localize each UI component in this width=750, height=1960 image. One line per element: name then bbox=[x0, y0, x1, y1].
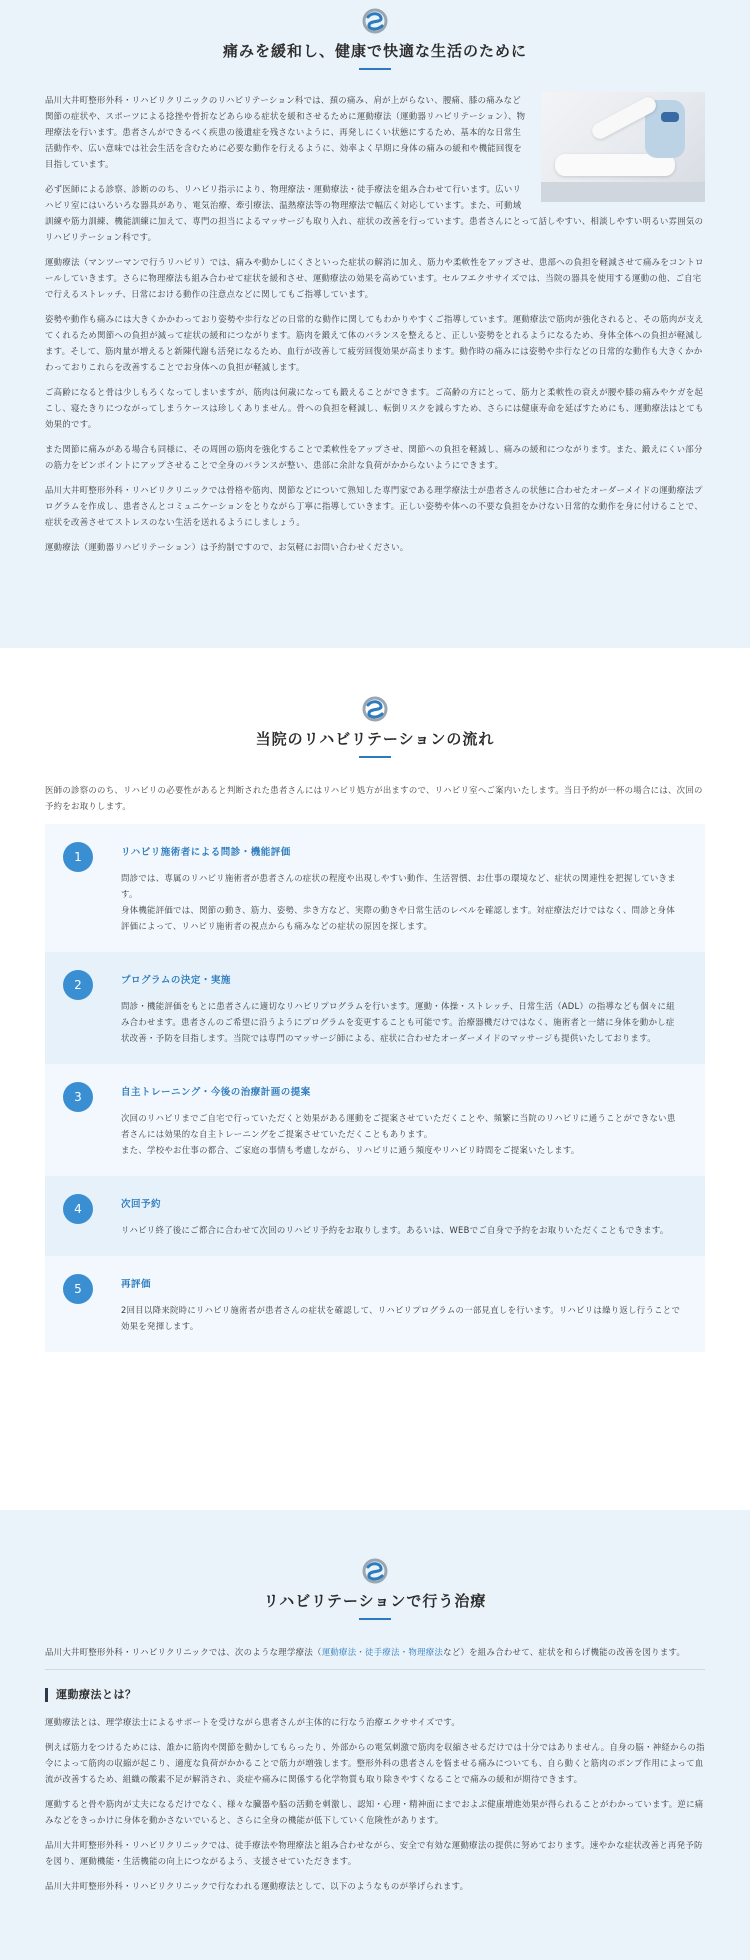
intro-paragraph: 運動療法（運動器リハビリテーション）は予約制ですので、お気軽にお問い合わせください。 bbox=[45, 542, 409, 552]
step-text: 2回目以降来院時にリハビリ施術者が患者さんの症状を確認して、リハビリプログラムの一部見直しを行います。リハビリは繰り返し行うことで効果を発揮します。 bbox=[121, 1305, 681, 1331]
flow-step bbox=[45, 1064, 705, 1176]
step-text: 身体機能評価では、関節の動き、筋力、姿勢、歩き方など、実際の動きや日常生活のレベルを確認します。対症療法だけではなく、問診と身体評価によって、リハビリ施術者の視点からも痛みなどの症状の原因を探します。 bbox=[121, 905, 676, 931]
step-text: また、学校やお仕事の都合、ご家庭の事情も考慮しながら、リハビリに通う頻度やリハビリ時間をご提案いたします。 bbox=[121, 1145, 580, 1155]
divider bbox=[45, 1669, 705, 1670]
treatment-lead bbox=[45, 1644, 705, 1660]
treatment-paragraph: 例えば筋力をつけるためには、誰かに筋肉や関節を動かしてもらったり、外部からの電気刺激で筋肉を収縮させるだけでは十分ではありません。自身の脳・神経からの指令によって筋肉の収縮が起こり、適度な負荷がかかることで筋力が増強します。整形外科の患者さんを悩ませる痛みについても、自ら動くと筋肉のポンプ作用によって血流が改善するため、組織の酸素不足が解消され、炎症や痛みに関係する化学物質も取り除きやすくなることで痛みの緩和が期待できます。 bbox=[45, 1742, 705, 1784]
step-title: 次回予約 bbox=[121, 1199, 162, 1210]
subheading-exercise-therapy: 運動療法とは？ bbox=[45, 1688, 705, 1702]
clinic-logo-icon bbox=[362, 8, 388, 34]
clinic-logo-icon bbox=[362, 696, 388, 722]
step-number-badge: 4 bbox=[63, 1194, 93, 1224]
intro-paragraph: 品川大井町整形外科・リハビリクリニックのリハビリテーション科では、頚の痛み、肩が上がらない、腰痛、膝の痛みなど関節の症状や、スポーツによる捻挫や骨折などあらゆる症状を緩和させるために運動療法（運動器リハビリテーション）、物理療法を行います。患者さんができるべく疾患の後遺症を残さないように、再発しにくい状態にするため、基本的な日常生活動作や、広い意味では社会生活を含むために必要な動作を行えるように、効率よく早期に身体の痛みの緩和や機能回復を目指しています。 bbox=[45, 95, 526, 169]
section-treatment bbox=[0, 1510, 750, 1960]
flow-step bbox=[45, 824, 705, 952]
step-number-badge: 1 bbox=[63, 842, 93, 872]
intro-paragraph: 必ず医師による診察、診断ののち、リハビリ指示により、物理療法・運動療法・徒手療法を組み合わせて行います。広いリハビリ室にはいろいろな器具があり、電気治療、牽引療法、温熱療法等の物理療法で幅広く対応しています。また、可動域訓練や筋力訓練、機能訓練に加えて、専門の担当によるマッサージも取り入れ、症状の改善を行っています。患者さんにとって話しやすい、相談しやすい明るい雰囲気のリハビリテーション科です。 bbox=[45, 184, 704, 242]
heading-underline bbox=[359, 68, 391, 70]
treatment-paragraph: 運動療法とは、理学療法士によるサポートを受けながら患者さんが主体的に行なう治療エクササイズです。 bbox=[45, 1717, 461, 1727]
step-number-badge: 5 bbox=[63, 1274, 93, 1304]
intro-paragraph: ご高齢になると骨は少しもろくなってしまいますが、筋肉は何歳になっても鍛えることができます。ご高齢の方にとって、筋力と柔軟性の衰えが腰や膝の痛みやケガを起こし、寝たきりにつながってしまうケースは珍しくありません。骨への負担を軽減し、転倒リスクを減らすため、さらには健康寿命を延ばすためにも、運動療法はとても効果的です。 bbox=[45, 387, 704, 429]
intro-paragraph: 姿勢や動作も痛みには大きくかかわっており姿勢や歩行などの日常的な動作に関してもわかりやすくご指導しています。運動療法で筋肉が強化されると、その筋肉が支えてくれるため関節への負担が減って症状の緩和につながります。筋肉を鍛えて体のバランスを整えると、正しい姿勢をとれるようになるため、身体全体への負担が軽減します。そして、筋肉量が増えると新陳代謝も活発になるため、血行が改善して疲労回復効果が高まります。動作時の痛みには姿勢や歩行などの日常的な動作も大きくかかわっておりこれらを改善することでお身体への負担が軽減します。 bbox=[45, 314, 704, 372]
flow-step bbox=[45, 952, 705, 1064]
step-text: 次回のリハビリまでご自宅で行っていただくと効果がある運動をご提案させていただくことや、頻繁に当院のリハビリに通うことができない患者さんには効果的な自主トレーニングをご提案させていただくこともあります。 bbox=[121, 1113, 676, 1139]
flow-lead: 医師の診察ののち、リハビリの必要性があると判断された患者さんにはリハビリ処方が出ますので、リハビリ室へご案内いたします。当日予約が一杯の場合には、次回の予約をお取りします。 bbox=[45, 785, 703, 811]
intro-content bbox=[45, 92, 705, 555]
treatment-paragraph: 品川大井町整形外科・リハビリクリニックで行なわれる運動療法として、以下のようなものが挙げられます。 bbox=[45, 1881, 469, 1891]
section-heading-flow: 当院のリハビリテーションの流れ bbox=[255, 730, 495, 748]
step-text: 問診では、専属のリハビリ施術者が患者さんの症状の程度や出現しやすい動作、生活習慣、お仕事の環境など、症状の関連性を把握していきます。 bbox=[121, 873, 676, 899]
treatment-paragraph: 運動すると骨や筋肉が丈夫になるだけでなく、様々な臓器や脳の活動を刺激し、認知・心理・精神面にまでおよぶ健康増進効果が得られることがわかっています。逆に痛みなどをきっかけに身体を動かさないでいると、さらに全身の機能が低下していく危険性があります。 bbox=[45, 1799, 704, 1825]
flow-step bbox=[45, 1256, 705, 1352]
step-number-badge: 3 bbox=[63, 1082, 93, 1112]
lead-text: 品川大井町整形外科・リハビリクリニックでは、次のような理学療法（ bbox=[45, 1647, 322, 1657]
step-number-badge: 2 bbox=[63, 970, 93, 1000]
therapy-links[interactable]: 運動療法・徒手療法・物理療法 bbox=[321, 1647, 444, 1657]
heading-underline bbox=[359, 756, 391, 758]
section-heading-intro: 痛みを緩和し、健康で快適な生活のために bbox=[222, 42, 527, 60]
section-intro bbox=[0, 0, 750, 648]
step-title: 自主トレーニング・今後の治療計画の提案 bbox=[121, 1087, 311, 1098]
step-title: プログラムの決定・実施 bbox=[121, 975, 231, 986]
section-heading-treatment: リハビリテーションで行う治療 bbox=[263, 1592, 487, 1610]
step-text: リハビリ終了後にご都合に合わせて次回のリハビリ予約をお取りします。あるいは、WEBでご自身で予約をお取りいただくこともできます。 bbox=[121, 1225, 669, 1235]
step-title: 再評価 bbox=[121, 1279, 152, 1290]
flow-step bbox=[45, 1176, 705, 1256]
intro-paragraph: 品川大井町整形外科・リハビリクリニックでは骨格や筋肉、関節などについて熟知した専門家である理学療法士が患者さんの状態に合わせたオーダーメイドの運動療法プログラムを作成し、患者さんとコミュニケーションをとりながら丁寧に指導していきます。正しい姿勢や体への不要な負担をかけない日常的な動作を身に付けることで、症状を改善させてストレスのない生活を送れるようにしましょう。 bbox=[45, 485, 703, 527]
section-flow bbox=[0, 648, 750, 1510]
rehab-photo bbox=[541, 92, 705, 202]
flow-steps bbox=[45, 824, 705, 1352]
step-text: 問診・機能評価をもとに患者さんに適切なリハビリプログラムを行います。運動・体操・ストレッチ、日常生活（ADL）の指導なども個々に組み合わせます。患者さんのご希望に沿うようにプログラムを変更することも可能です。治療器機だけではなく、施術者と一緒に身体を動かし症状改善・予防を目指します。当院では専門のマッサージ師による、症状に合わせたオーダーメイドのマッサージも提供いたしております。 bbox=[121, 1001, 675, 1043]
treatment-paragraph: 品川大井町整形外科・リハビリクリニックでは、徒手療法や物理療法と組み合わせながら、安全で有効な運動療法の提供に努めております。速やかな症状改善と再発予防を図り、運動機能・生活機能の向上につながるよう、支援させていただきます。 bbox=[45, 1840, 703, 1866]
clinic-logo-icon bbox=[362, 1558, 388, 1584]
intro-paragraph: 運動療法（マンツーマンで行うリハビリ）では、痛みや動かしにくさといった症状の解消に加え、筋力や柔軟性をアップさせ、患部への負担を軽減させて痛みをコントロールしていきます。さらに物理療法も組み合わせて症状を緩和させ、運動療法の効果を高めています。セルフエクササイズでは、当院の器具を使用する運動の他、ご自宅で行えるストレッチ、日常における動作の注意点などに関してもご指導しています。 bbox=[45, 257, 704, 299]
heading-underline bbox=[359, 1618, 391, 1620]
step-title: リハビリ施術者による問診・機能評価 bbox=[121, 847, 291, 858]
intro-paragraph: また関節に痛みがある場合も同様に、その周囲の筋肉を強化することで柔軟性をアップさせ、関節への負担を軽減し、痛みの緩和につながります。また、鍛えにくい部分の筋力をピンポイントにアップさせることで全身のバランスが整い、患部に余計な負荷がかからないようにできます。 bbox=[45, 444, 703, 470]
lead-text: など）を組み合わせて、症状を和らげ機能の改善を図ります。 bbox=[443, 1647, 686, 1657]
